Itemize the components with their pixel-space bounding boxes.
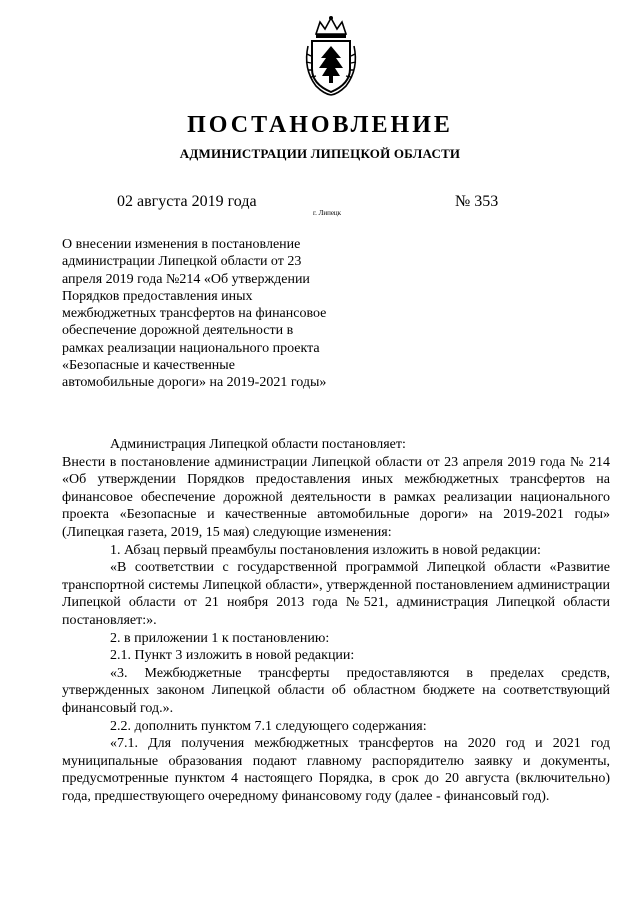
subject-line: автомобильные дороги» на 2019-2021 годы»: [62, 375, 327, 391]
subject-line: администрации Липецкой области от 23: [62, 254, 302, 270]
issuing-authority: АДМИНИСТРАЦИИ ЛИПЕЦКОЙ ОБЛАСТИ: [179, 146, 461, 161]
body-paragraph: 2.2. дополнить пунктом 7.1 следующего содержания:: [110, 718, 427, 734]
subject-line: Порядков предоставления иных: [62, 288, 253, 304]
document-subject: [62, 236, 362, 392]
subject-line: апреля 2019 года №214 «Об утверждении: [62, 271, 310, 287]
document-city: г. Липецк: [313, 209, 342, 217]
body-paragraph: 2.1. Пункт 3 изложить в новой редакции:: [110, 648, 355, 664]
subject-line: О внесении изменения в постановление: [62, 237, 301, 252]
subject-line: рамках реализации национального проекта: [62, 340, 320, 356]
document-number: № 353: [455, 193, 499, 210]
body-paragraph: «В соответствии с государственной программой Липецкой области «Развитие транспортной системы Липецкой области», утвержденной постановлением администрации Липецкой области от 21 ноября 2013 года №521, администрация Липецкой области постановляет:».: [62, 560, 610, 628]
subject-line: «Безопасные и качественные: [62, 358, 235, 374]
document-title: ПОСТАНОВЛЕНИЕ: [187, 112, 453, 138]
body-paragraph: 2. в приложении 1 к постановлению:: [110, 630, 330, 646]
document-date: 02 августа 2019 года: [117, 193, 257, 210]
resolution-preamble: Администрация Липецкой области постановляет:: [110, 437, 406, 452]
subject-line: обеспечение дорожной деятельности в: [62, 323, 294, 339]
subject-line: межбюджетных трансфертов на финансовое: [62, 306, 327, 322]
body-paragraph: «7.1. Для получения межбюджетных трансфертов на 2020 год и 2021 год муниципальные образования подают главному распорядителю заявку и документы, предусмотренные пунктом 4 настоящего Порядка, в срок до 20 августа (включительно) года, предшествующего очередному финансовому году (далее - финансовый год).: [62, 736, 610, 804]
document-body: [62, 436, 610, 805]
body-paragraph: 1. Абзац первый преамбулы постановления изложить в новой редакции:: [110, 542, 541, 558]
body-paragraph: Внести в постановление администрации Липецкой области от 23 апреля 2019 года № 214 «Об утверждении Порядков предоставления иных межбюджетных трансфертов на финансовое обеспечение дорожной деятельности в рамках реализации национального проекта «Безопасные и качественные автомобильные дороги» на 2019-2021 годы» (Липецкая газета, 2019, 15 мая) следующие изменения:: [62, 454, 610, 540]
body-paragraph: «3. Межбюджетные трансферты предоставляются в пределах средств, утвержденных законом Липецкой области об областном бюджете на соответствующий финансовый год.».: [62, 665, 610, 716]
coat-of-arms-icon: [302, 14, 360, 96]
